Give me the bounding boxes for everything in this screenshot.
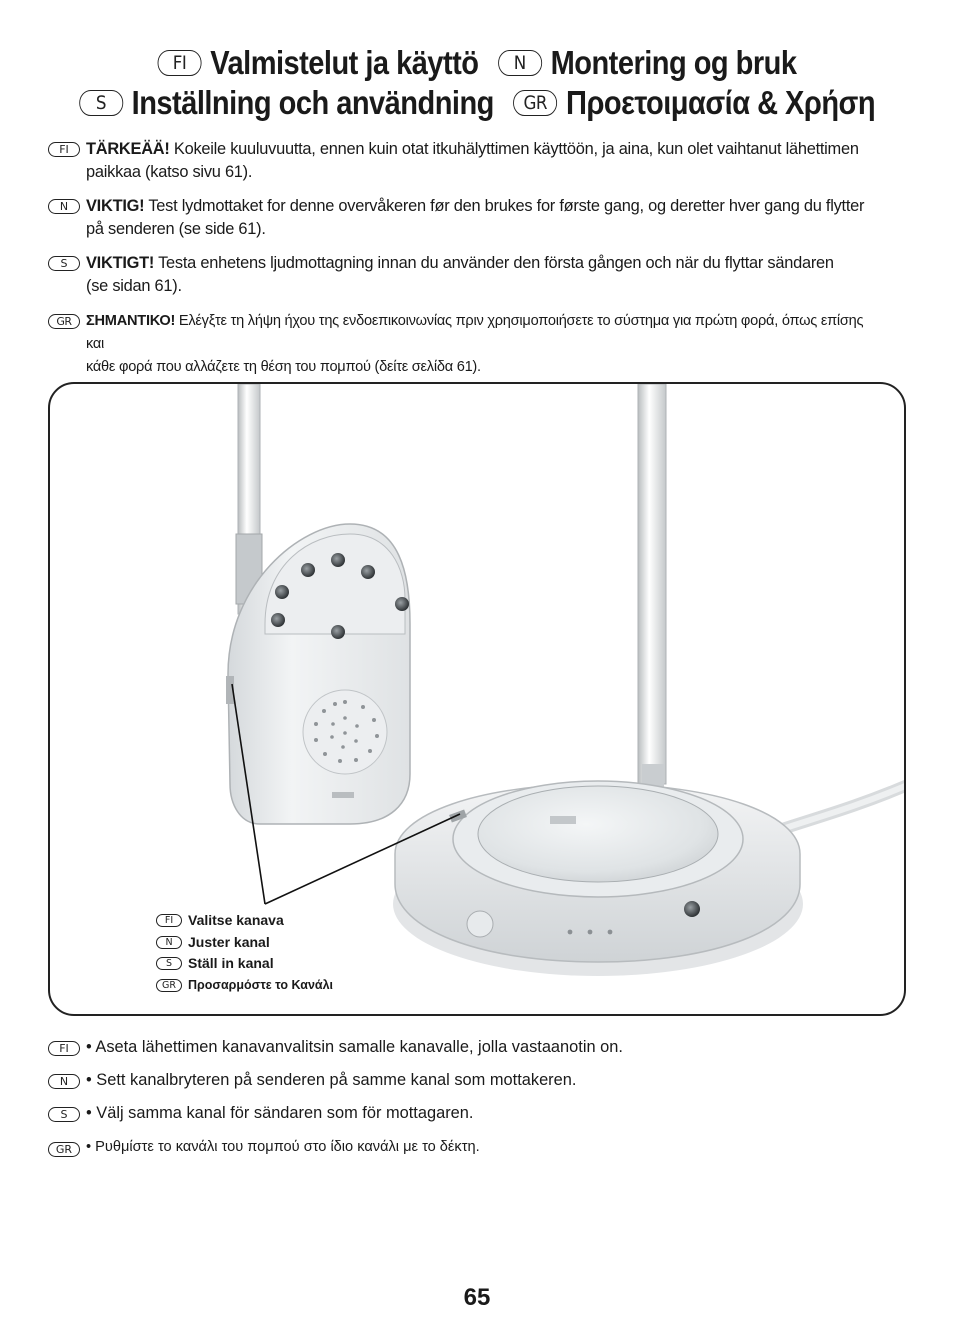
lang-badge-s: S xyxy=(156,957,182,970)
note-text: Ελέγξτε τη λήψη ήχου της ενδοεπικοινωνίας πριν χρησιμοποιήσετε το σύστημα για πρώτη φορά, όπως επίσης και xyxy=(86,313,864,352)
base-led-3 xyxy=(608,930,613,935)
note-text-cont: på senderen (se side 61). xyxy=(86,220,266,238)
note-text-cont: κάθε φορά που αλλάζετε τη θέση του πομπού (δείτε σελίδα 61). xyxy=(86,359,481,375)
bullet-fi xyxy=(48,1038,623,1057)
bullet-text: • Välj samma kanal för sändaren som för mottagaren. xyxy=(86,1104,474,1122)
product-illustration-frame xyxy=(48,382,906,1016)
lang-badge-n: N xyxy=(498,50,542,76)
lang-badge-gr: GR xyxy=(48,314,80,329)
lang-badge-fi: FI xyxy=(48,1041,80,1056)
base-led-2 xyxy=(588,930,593,935)
callout-text: Ställ in kanal xyxy=(188,955,274,971)
note-fi xyxy=(48,138,884,184)
channel-callout xyxy=(156,910,333,996)
handheld-led-3 xyxy=(331,553,345,567)
bullet-gr xyxy=(48,1139,480,1155)
lang-badge-s: S xyxy=(79,90,123,116)
page-number: 65 xyxy=(463,1284,491,1311)
base-power-button xyxy=(467,911,493,937)
note-text-cont: (se sidan 61). xyxy=(86,277,182,295)
handheld-led-2 xyxy=(301,563,315,577)
handheld-led-1 xyxy=(275,585,289,599)
callout-text: Juster kanal xyxy=(188,933,270,950)
handheld-led-7 xyxy=(395,597,409,611)
lang-badge-gr: GR xyxy=(513,90,557,116)
handheld-led-4 xyxy=(361,565,375,579)
note-text-cont: paikkaa (katso sivu 61). xyxy=(86,163,253,181)
bullet-n xyxy=(48,1071,576,1090)
lang-badge-s: S xyxy=(48,1107,80,1122)
base-antenna xyxy=(638,384,666,784)
bullet-text: • Aseta lähettimen kanavanvalitsin samalle kanavalle, jolla vastaanotin on. xyxy=(86,1038,623,1056)
base-dome xyxy=(478,786,718,882)
note-label: TÄRKEÄÄ! xyxy=(86,140,170,158)
callout-text: Valitse kanava xyxy=(188,912,284,928)
bullet-text: • Ρυθμίστε το κανάλι του πομπού στο ίδιο κανάλι με το δέκτη. xyxy=(86,1139,480,1155)
lang-badge-fi: FI xyxy=(48,142,80,157)
callout-row-n xyxy=(156,932,333,954)
base-indicator-light xyxy=(684,901,700,917)
bullet-text: • Sett kanalbryteren på senderen på samme kanal som mottakeren. xyxy=(86,1071,577,1089)
callout-row-s xyxy=(156,953,333,975)
callout-row-gr xyxy=(156,975,333,997)
handheld-led-5 xyxy=(271,613,285,627)
note-text: Testa enhetens ljudmottagning innan du använder den första gången och när du flyttar sändaren xyxy=(154,254,834,272)
bullet-s xyxy=(48,1104,473,1123)
title-fi: Valmistelut ja käyttö xyxy=(210,44,479,81)
lang-badge-gr: GR xyxy=(48,1142,80,1157)
note-gr xyxy=(48,310,884,379)
title-n: Montering og bruk xyxy=(550,44,797,81)
title-s: Inställning och användning xyxy=(131,84,494,121)
note-text: Kokeile kuuluvuutta, ennen kuin otat itkuhälyttimen käyttöön, ja aina, kun olet vaihtanut lähettimen xyxy=(169,140,859,158)
handheld-led-6 xyxy=(331,625,345,639)
note-label: VIKTIG! xyxy=(86,197,145,215)
lang-badge-s: S xyxy=(48,256,80,271)
note-label: ΣΗΜΑΝΤΙΚΟ! xyxy=(86,313,176,329)
base-led-1 xyxy=(568,930,573,935)
note-n xyxy=(48,195,884,241)
lang-badge-n: N xyxy=(48,199,80,214)
title-line-1 xyxy=(57,44,897,82)
lang-badge-fi: FI xyxy=(158,50,202,76)
lang-badge-n: N xyxy=(48,1074,80,1089)
callout-text: Προσαρμόστε το Κανάλι xyxy=(188,977,334,992)
title-line-2 xyxy=(57,84,897,122)
lang-badge-n: N xyxy=(156,936,182,949)
lang-badge-fi: FI xyxy=(156,914,182,927)
note-label: VIKTIGT! xyxy=(86,254,155,272)
title-gr: Προετοιμασία & Χρήση xyxy=(566,84,876,121)
callout-row-fi xyxy=(156,910,333,932)
note-s xyxy=(48,252,884,298)
note-text: Test lydmottaket for denne overvåkeren før den brukes for første gang, og deretter hver gang du flytter xyxy=(144,197,865,215)
lang-badge-gr: GR xyxy=(156,979,182,992)
